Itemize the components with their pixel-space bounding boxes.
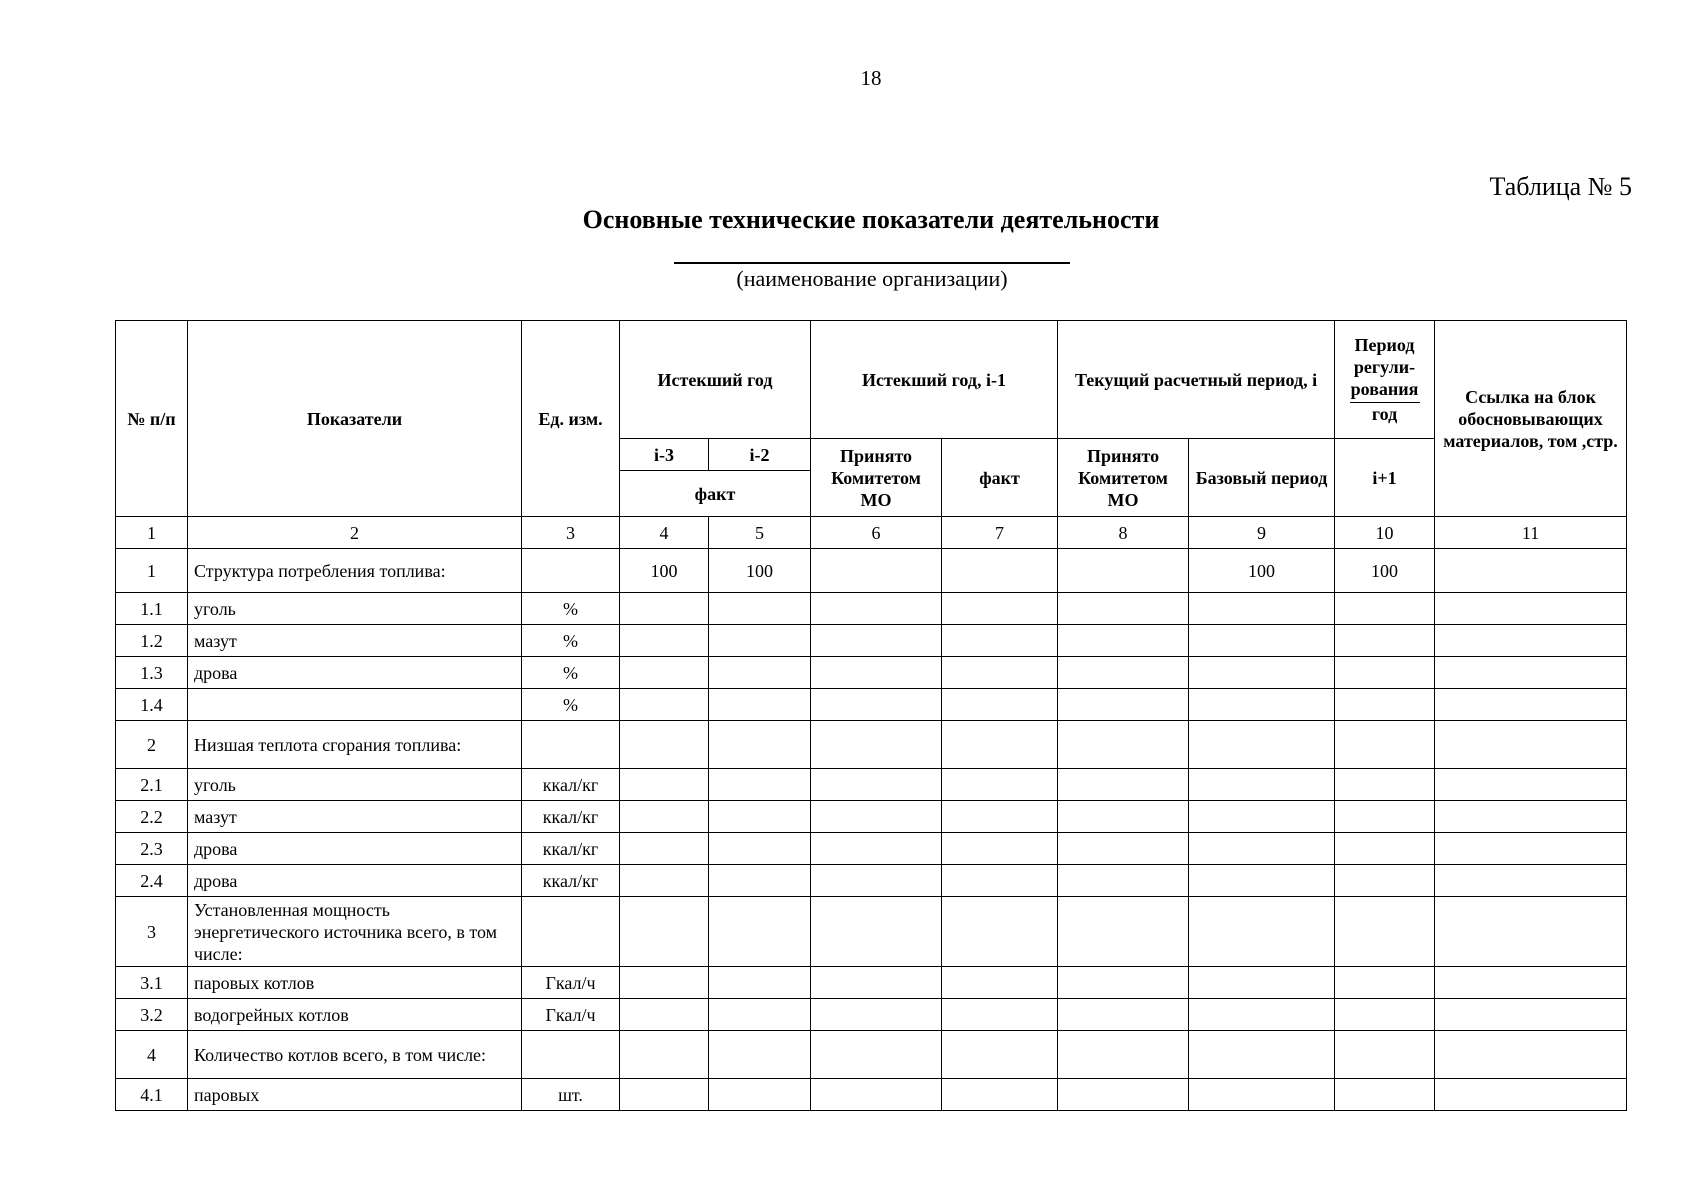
cell-c9	[1189, 657, 1335, 689]
header-past-year-i1: Истекший год, i-1	[811, 321, 1058, 439]
cell-c10	[1335, 897, 1435, 967]
cell-c4	[620, 833, 709, 865]
column-numbers-row	[116, 517, 1627, 549]
cell-c7	[942, 865, 1058, 897]
cell-c7	[942, 999, 1058, 1031]
cell-c10	[1335, 1031, 1435, 1079]
header-unit: Ед. изм.	[522, 321, 620, 517]
row-number: 1.1	[116, 593, 188, 625]
cell-c8	[1058, 967, 1189, 999]
cell-c7	[942, 721, 1058, 769]
row-unit: %	[522, 657, 620, 689]
table-row	[116, 549, 1627, 593]
cell-c8	[1058, 769, 1189, 801]
row-number: 1	[116, 549, 188, 593]
row-unit: ккал/кг	[522, 865, 620, 897]
cell-c10	[1335, 833, 1435, 865]
row-label: водогрейных котлов	[188, 999, 522, 1031]
header-num: № п/п	[116, 321, 188, 517]
cell-c11	[1435, 865, 1627, 897]
cell-c11	[1435, 967, 1627, 999]
cell-c10	[1335, 769, 1435, 801]
cell-c6	[811, 833, 942, 865]
col-number: 2	[188, 517, 522, 549]
cell-c8	[1058, 721, 1189, 769]
header-reference: Ссылка на блок обосновывающих материалов, том ,стр.	[1435, 321, 1627, 517]
cell-c10	[1335, 801, 1435, 833]
table-row	[116, 1031, 1627, 1079]
row-label: Установленная мощность энергетического источника всего, в том числе:	[188, 897, 522, 967]
cell-c4	[620, 801, 709, 833]
row-unit: %	[522, 625, 620, 657]
cell-c5	[709, 721, 811, 769]
table-row	[116, 967, 1627, 999]
cell-c4	[620, 721, 709, 769]
cell-c6	[811, 689, 942, 721]
row-unit: шт.	[522, 1079, 620, 1111]
cell-c4	[620, 769, 709, 801]
cell-c6	[811, 657, 942, 689]
table-row	[116, 769, 1627, 801]
cell-c9	[1189, 769, 1335, 801]
row-unit: %	[522, 689, 620, 721]
col-number: 7	[942, 517, 1058, 549]
cell-c7	[942, 549, 1058, 593]
table-number: Таблица № 5	[1489, 172, 1632, 201]
cell-c8	[1058, 833, 1189, 865]
cell-c9	[1189, 801, 1335, 833]
row-unit: %	[522, 593, 620, 625]
cell-c9	[1189, 999, 1335, 1031]
row-unit: ккал/кг	[522, 833, 620, 865]
cell-c4	[620, 897, 709, 967]
cell-c11	[1435, 721, 1627, 769]
row-unit	[522, 897, 620, 967]
row-number: 1.3	[116, 657, 188, 689]
cell-c9	[1189, 593, 1335, 625]
row-label: мазут	[188, 801, 522, 833]
cell-c5	[709, 897, 811, 967]
cell-c11	[1435, 625, 1627, 657]
row-unit: ккал/кг	[522, 801, 620, 833]
cell-c11	[1435, 769, 1627, 801]
cell-c10	[1335, 967, 1435, 999]
indicators-table	[115, 320, 1627, 1111]
cell-c5	[709, 833, 811, 865]
header-fact2: факт	[942, 439, 1058, 517]
cell-c6	[811, 865, 942, 897]
header-current-period: Текущий расчетный период, i	[1058, 321, 1335, 439]
page-number: 18	[860, 66, 882, 90]
col-number: 10	[1335, 517, 1435, 549]
cell-c8	[1058, 593, 1189, 625]
row-unit: Гкал/ч	[522, 999, 620, 1031]
cell-c5	[709, 1031, 811, 1079]
cell-c11	[1435, 897, 1627, 967]
header-accepted2: Принято Комитетом МО	[1058, 439, 1189, 517]
col-number: 3	[522, 517, 620, 549]
row-label: Структура потребления топлива:	[188, 549, 522, 593]
row-number: 3.1	[116, 967, 188, 999]
cell-c5	[709, 625, 811, 657]
header-i-plus1: i+1	[1335, 439, 1435, 517]
row-unit: Гкал/ч	[522, 967, 620, 999]
cell-c11	[1435, 1031, 1627, 1079]
col-number: 6	[811, 517, 942, 549]
cell-c7	[942, 1031, 1058, 1079]
cell-c7	[942, 897, 1058, 967]
header-i2: i-2	[709, 439, 811, 471]
row-label: Количество котлов всего, в том числе:	[188, 1031, 522, 1079]
row-number: 1.4	[116, 689, 188, 721]
row-label: дрова	[188, 657, 522, 689]
cell-c10	[1335, 721, 1435, 769]
cell-c9	[1189, 1079, 1335, 1111]
table-row	[116, 833, 1627, 865]
cell-c8	[1058, 689, 1189, 721]
cell-c11	[1435, 593, 1627, 625]
table-row	[116, 999, 1627, 1031]
cell-c4	[620, 865, 709, 897]
cell-c6	[811, 721, 942, 769]
cell-c5	[709, 769, 811, 801]
table-row	[116, 689, 1627, 721]
row-label: паровых	[188, 1079, 522, 1111]
row-label: уголь	[188, 593, 522, 625]
cell-c4	[620, 593, 709, 625]
cell-c4	[620, 689, 709, 721]
header-indicators: Показатели	[188, 321, 522, 517]
table-row	[116, 801, 1627, 833]
cell-c7	[942, 625, 1058, 657]
col-number: 5	[709, 517, 811, 549]
cell-c8	[1058, 549, 1189, 593]
cell-c6	[811, 1079, 942, 1111]
cell-c9	[1189, 689, 1335, 721]
row-unit	[522, 1031, 620, 1079]
cell-c8	[1058, 999, 1189, 1031]
row-label: дрова	[188, 865, 522, 897]
cell-c11	[1435, 657, 1627, 689]
header-regulation-period	[1335, 321, 1435, 439]
row-number: 2.2	[116, 801, 188, 833]
table-body	[116, 549, 1627, 1111]
cell-c5	[709, 801, 811, 833]
table-row	[116, 625, 1627, 657]
row-number: 1.2	[116, 625, 188, 657]
cell-c7	[942, 657, 1058, 689]
cell-c6	[811, 897, 942, 967]
cell-c10	[1335, 625, 1435, 657]
cell-c5	[709, 967, 811, 999]
cell-c4: 100	[620, 549, 709, 593]
organization-caption: (наименование организации)	[736, 266, 1008, 291]
cell-c4	[620, 999, 709, 1031]
cell-c7	[942, 967, 1058, 999]
cell-c8	[1058, 801, 1189, 833]
row-label: дрова	[188, 833, 522, 865]
cell-c4	[620, 1079, 709, 1111]
cell-c9	[1189, 865, 1335, 897]
row-number: 2.1	[116, 769, 188, 801]
cell-c6	[811, 625, 942, 657]
cell-c6	[811, 967, 942, 999]
header-god: год	[1371, 404, 1398, 424]
header-accepted: Принято Комитетом МО	[811, 439, 942, 517]
col-number: 11	[1435, 517, 1627, 549]
cell-c4	[620, 967, 709, 999]
table-row	[116, 897, 1627, 967]
cell-c8	[1058, 897, 1189, 967]
cell-c11	[1435, 1079, 1627, 1111]
cell-c4	[620, 625, 709, 657]
cell-c9	[1189, 897, 1335, 967]
table-row	[116, 593, 1627, 625]
cell-c11	[1435, 833, 1627, 865]
cell-c8	[1058, 657, 1189, 689]
row-label	[188, 689, 522, 721]
row-number: 4	[116, 1031, 188, 1079]
header-fact: факт	[620, 471, 811, 517]
cell-c4	[620, 1031, 709, 1079]
cell-c6	[811, 769, 942, 801]
row-number: 2.3	[116, 833, 188, 865]
cell-c5	[709, 593, 811, 625]
cell-c10	[1335, 999, 1435, 1031]
cell-c9	[1189, 833, 1335, 865]
cell-c9	[1189, 1031, 1335, 1079]
year-blank-line	[1350, 402, 1420, 403]
cell-c10	[1335, 865, 1435, 897]
header-past-year: Истекший год	[620, 321, 811, 439]
cell-c11	[1435, 689, 1627, 721]
cell-c5	[709, 999, 811, 1031]
cell-c10: 100	[1335, 549, 1435, 593]
cell-c7	[942, 801, 1058, 833]
row-label: Низшая теплота сгорания топлива:	[188, 721, 522, 769]
cell-c5	[709, 689, 811, 721]
row-label: паровых котлов	[188, 967, 522, 999]
cell-c9: 100	[1189, 549, 1335, 593]
cell-c6	[811, 1031, 942, 1079]
row-number: 3.2	[116, 999, 188, 1031]
cell-c10	[1335, 657, 1435, 689]
organization-name-line	[674, 262, 1070, 264]
row-number: 4.1	[116, 1079, 188, 1111]
cell-c11	[1435, 549, 1627, 593]
document-title: Основные технические показатели деятельности	[582, 205, 1160, 234]
table-row	[116, 657, 1627, 689]
cell-c8	[1058, 1079, 1189, 1111]
col-number: 4	[620, 517, 709, 549]
cell-c5: 100	[709, 549, 811, 593]
cell-c7	[942, 689, 1058, 721]
cell-c9	[1189, 721, 1335, 769]
row-unit: ккал/кг	[522, 769, 620, 801]
cell-c9	[1189, 967, 1335, 999]
row-unit	[522, 549, 620, 593]
cell-c7	[942, 833, 1058, 865]
row-label: уголь	[188, 769, 522, 801]
cell-c5	[709, 865, 811, 897]
cell-c11	[1435, 999, 1627, 1031]
cell-c10	[1335, 1079, 1435, 1111]
header-base-period: Базовый период	[1189, 439, 1335, 517]
cell-c4	[620, 657, 709, 689]
cell-c10	[1335, 593, 1435, 625]
cell-c7	[942, 769, 1058, 801]
row-unit	[522, 721, 620, 769]
row-label: мазут	[188, 625, 522, 657]
cell-c6	[811, 801, 942, 833]
col-number: 1	[116, 517, 188, 549]
row-number: 3	[116, 897, 188, 967]
table-row	[116, 1079, 1627, 1111]
cell-c10	[1335, 689, 1435, 721]
cell-c5	[709, 657, 811, 689]
cell-c5	[709, 1079, 811, 1111]
col-number: 8	[1058, 517, 1189, 549]
table-row	[116, 721, 1627, 769]
table-row	[116, 865, 1627, 897]
cell-c9	[1189, 625, 1335, 657]
cell-c6	[811, 549, 942, 593]
cell-c7	[942, 593, 1058, 625]
cell-c8	[1058, 1031, 1189, 1079]
col-number: 9	[1189, 517, 1335, 549]
cell-c6	[811, 593, 942, 625]
cell-c11	[1435, 801, 1627, 833]
cell-c6	[811, 999, 942, 1031]
cell-c7	[942, 1079, 1058, 1111]
header-i3: i-3	[620, 439, 709, 471]
header-regulation-period-label: Период регули-рования	[1350, 335, 1419, 399]
row-number: 2.4	[116, 865, 188, 897]
cell-c8	[1058, 625, 1189, 657]
cell-c8	[1058, 865, 1189, 897]
row-number: 2	[116, 721, 188, 769]
